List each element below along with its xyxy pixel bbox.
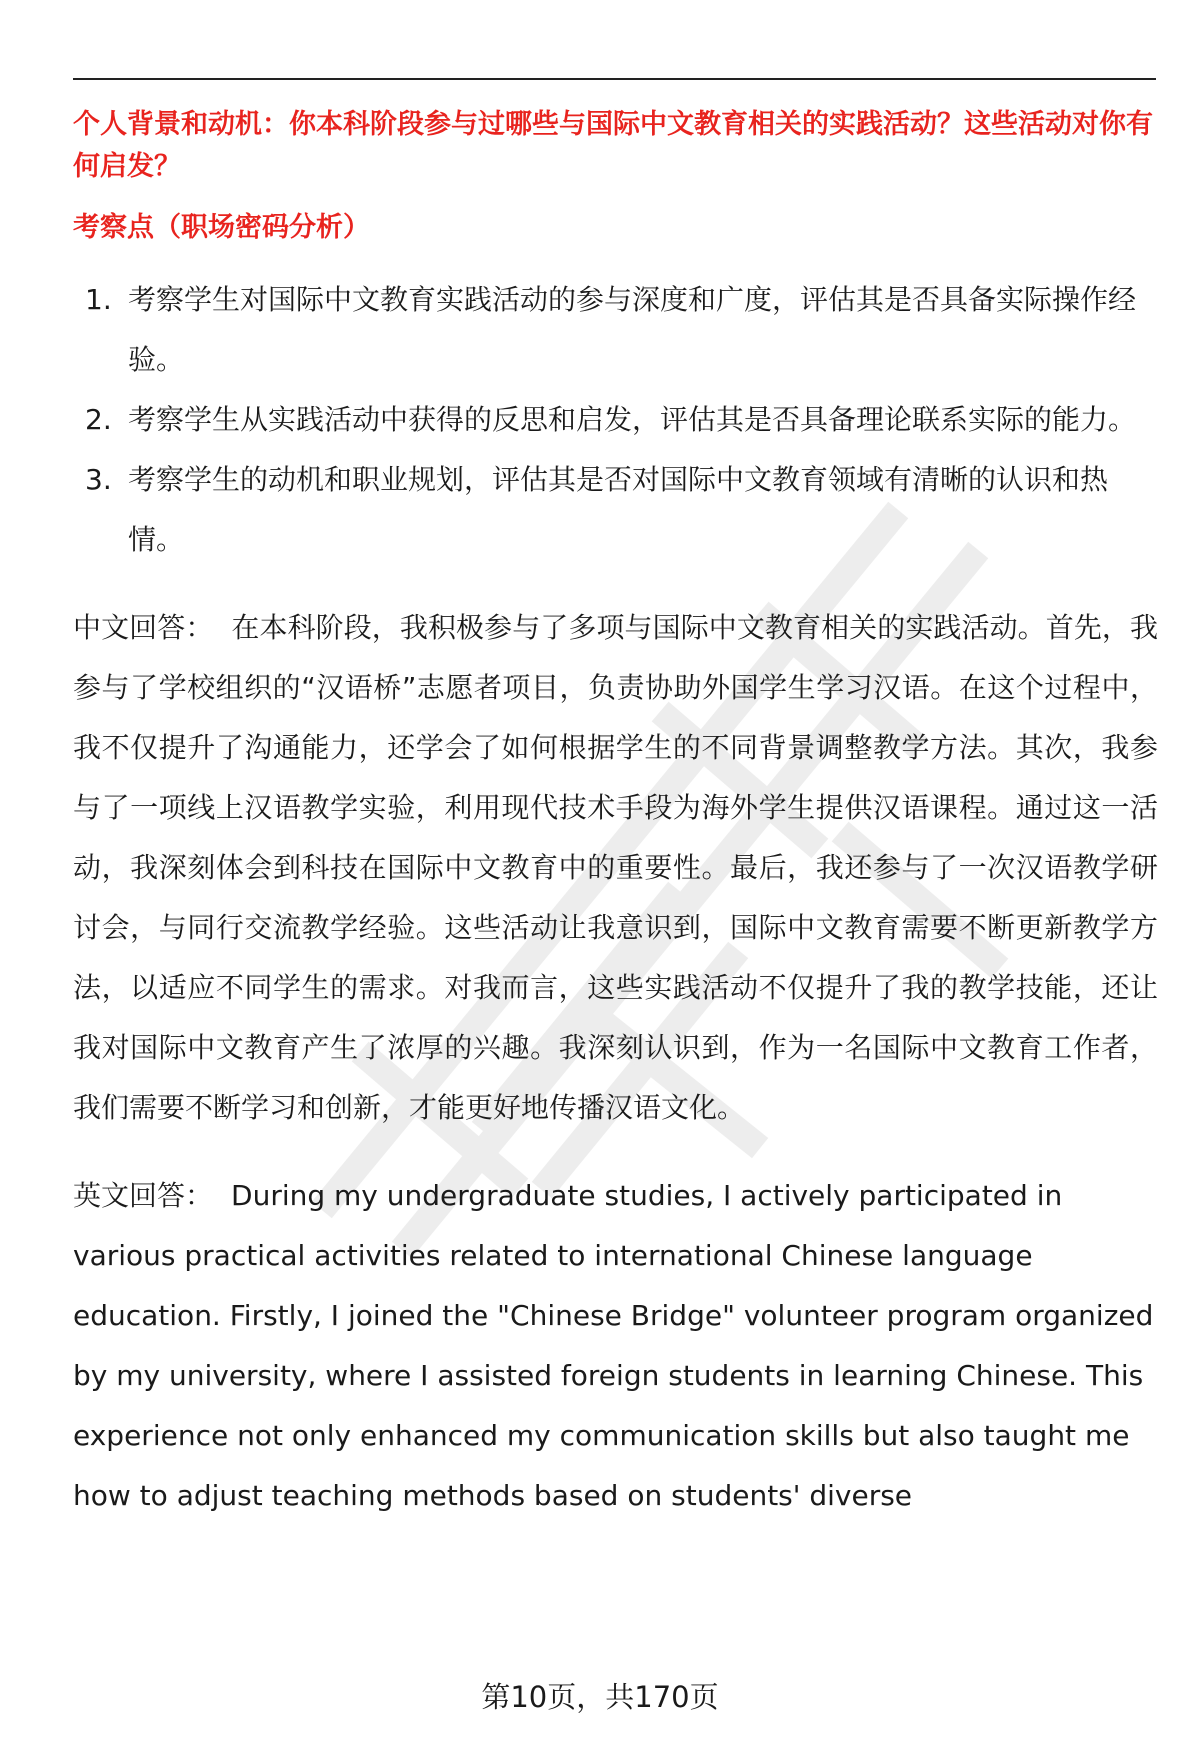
list-item-number: 1. bbox=[85, 283, 112, 316]
list-item-text: 考察学生从实践活动中获得的反思和启发，评估其是否具备理论联系实际的能力。 bbox=[128, 403, 1137, 436]
list-item-text: 考察学生对国际中文教育实践活动的参与深度和广度，评估其是否具备实际操作经验。 bbox=[128, 283, 1137, 376]
page-number-footer: 第10页，共170页 bbox=[481, 1680, 719, 1714]
section-title: 考察点（职场密码分析） bbox=[73, 212, 370, 243]
chinese-answer bbox=[73, 598, 1158, 1138]
list-item bbox=[73, 270, 1158, 390]
top-divider bbox=[73, 78, 1156, 80]
chinese-answer-text: 在本科阶段，我积极参与了多项与国际中文教育相关的实践活动。首先，我参与了学校组织的“汉语桥”志愿者项目，负责协助外国学生学习汉语。在这个过程中，我不仅提升了沟通能力，还学会了如何根据学生的不同背景调整教学方法。其次，我参与了一项线上汉语教学实验，利用现代技术手段为海外学生提供汉语课程。通过这一活动，我深刻体会到科技在国际中文教育中的重要性。最后，我还参与了一次汉语教学研讨会，与同行交流教学经验。这些活动让我意识到，国际中文教育需要不断更新教学方法，以适应不同学生的需求。对我而言，这些实践活动不仅提升了我的教学技能，还让我对国际中文教育产生了浓厚的兴趣。我深刻认识到，作为一名国际中文教育工作者，我们需要不断学习和创新，才能更好地传播汉语文化。 bbox=[73, 611, 1158, 1124]
page-content bbox=[73, 104, 1158, 1526]
question-heading: 个人背景和动机：你本科阶段参与过哪些与国际中文教育相关的实践活动？这些活动对你有何启发？ bbox=[73, 109, 1153, 182]
assessment-points-list bbox=[73, 270, 1158, 570]
list-item bbox=[73, 390, 1158, 450]
english-answer-label: 英文回答： bbox=[73, 1179, 214, 1212]
english-answer-text: During my undergraduate studies, I actively participated in various practical activities related to international Chinese language education. Firstly, I joined the "Chinese Bridge" volunteer program organized by my university, where I assisted foreign students in learning Chinese. This experience not only enhanced my communication skills but also taught me how to adjust teaching methods based on students' diverse bbox=[73, 1179, 1154, 1512]
list-item-number: 2. bbox=[85, 403, 112, 436]
chinese-answer-label: 中文回答： bbox=[73, 611, 214, 644]
list-item-number: 3. bbox=[85, 463, 112, 496]
english-answer bbox=[73, 1166, 1158, 1526]
list-item-text: 考察学生的动机和职业规划，评估其是否对国际中文教育领域有清晰的认识和热情。 bbox=[128, 463, 1109, 556]
list-item bbox=[73, 450, 1158, 570]
